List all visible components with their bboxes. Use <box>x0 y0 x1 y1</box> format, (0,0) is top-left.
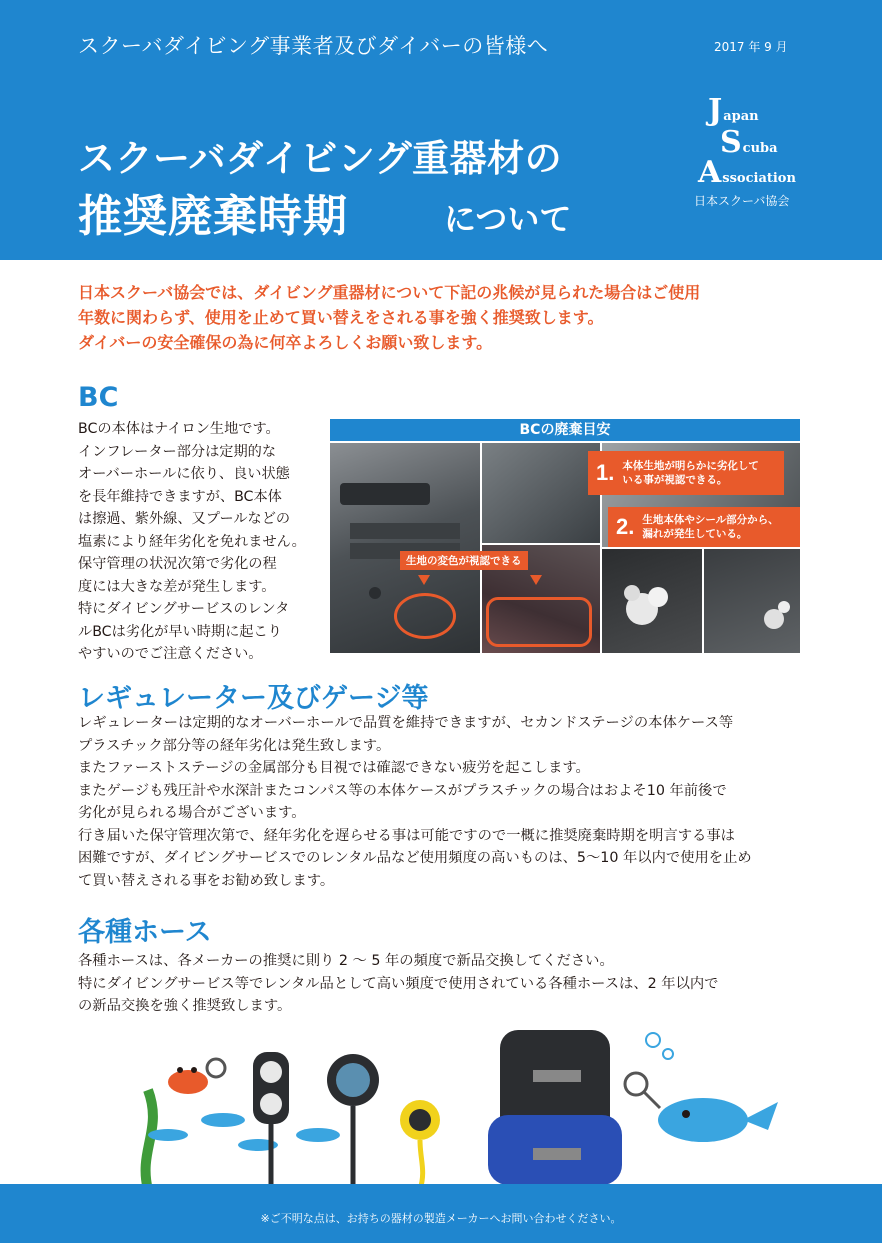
bc-photo-leak-bubbles <box>602 549 702 653</box>
regulator-heading: レギュレーター及びゲージ等 <box>78 683 429 714</box>
hose-line: 特にダイビングサービス等でレンタル品として高い頻度で使用されている各種ホースは、2 年以内で <box>78 975 719 992</box>
logo-caption: 日本スクーバ協会 <box>694 194 790 208</box>
regulator-line: またファーストステージの金属部分も目視では確認できない疲労を起こします。 <box>78 760 590 776</box>
callout-1 <box>588 451 784 495</box>
bc-line: 特にダイビングサービスのレンタ <box>78 601 290 617</box>
logo-word-japan: apan <box>723 109 759 124</box>
regulator-body <box>78 712 818 892</box>
hose-line: の新品交換を強く推奨致します。 <box>78 998 292 1014</box>
regulator-line: レギュレーターは定期的なオーバーホールで品質を維持できますが、セカンドステージの本体ケース等 <box>78 715 734 731</box>
compass-icon <box>327 1054 379 1190</box>
callout-text-line: いる事が視認できる。 <box>622 474 728 486</box>
logo-word-scuba: cuba <box>742 141 778 156</box>
figure-title: BCの廃棄目安 <box>330 419 800 441</box>
bubbles-graphic <box>704 549 800 653</box>
bc-photo-fabric <box>482 443 600 543</box>
intro-line: 日本スクーバ協会では、ダイビング重器材について下記の兆候が見られた場合はご使用 <box>78 283 701 302</box>
hose-line: 各種ホースは、各メーカーの推奨に則り 2 ～ 5 年の頻度で新品交換してください。 <box>78 953 614 969</box>
gauge-console-icon <box>253 1052 289 1190</box>
issue-date: 2017 年 9 月 <box>714 40 788 54</box>
title-line-2: 推奨廃棄時期 <box>78 191 348 242</box>
callout-number: 2. <box>616 514 635 539</box>
crab-icon <box>168 1059 225 1094</box>
callout-text <box>642 513 778 541</box>
regulator-line: またゲージも残圧計や水深計またコンパス等の本体ケースがプラスチックの場合はおよそ10 年前後で <box>78 782 727 799</box>
footer <box>0 1184 882 1243</box>
discoloration-tag: 生地の変色が視認できる <box>400 551 528 570</box>
regulator-icon <box>400 1100 440 1190</box>
callout-text-line: 生地本体やシール部分から、 <box>642 514 779 526</box>
bc-line: は擦過、紫外線、又プールなどの <box>78 511 291 527</box>
callout-text-line: 漏れが発生している。 <box>642 528 748 540</box>
bc-line: ルBCは劣化が早い時期に起こり <box>78 623 282 640</box>
logo-letter-s: S <box>720 125 742 160</box>
bc-line: オーバーホールに依り、良い状態 <box>78 466 290 482</box>
callout-text-line: 本体生地が明らかに劣化して <box>622 460 759 472</box>
hose-body <box>78 950 818 1018</box>
bc-disposal-figure <box>330 419 800 653</box>
intro-line: ダイバーの安全確保の為に何卒よろしくお願い致します。 <box>78 333 493 352</box>
equipment-illustration <box>108 1020 808 1190</box>
regulator-line: て買い替えされる事をお勧め致します。 <box>78 872 335 889</box>
regulator-line: プラスチック部分等の経年劣化は発生致します。 <box>78 737 391 754</box>
logo-letter-a: A <box>698 155 722 190</box>
callout-2 <box>608 507 800 547</box>
addressee: スクーバダイビング事業者及びダイバーの皆様へ <box>78 34 549 58</box>
seaweed-icon <box>146 1090 153 1190</box>
bc-line: BCの本体はナイロン生地です。 <box>78 421 280 437</box>
fish-icon <box>148 1113 340 1151</box>
regulator-line: 行き届いた保守管理次第で、経年劣化を遅らせる事は可能ですので一概に推奨廃棄時期を明言する事は <box>78 827 735 844</box>
bubble-icon <box>646 1033 673 1059</box>
bc-line: 度には大きな差が発生します。 <box>78 578 276 595</box>
logo-letter-j: J <box>708 93 723 128</box>
bc-line: を長年維持できますが、BC本体 <box>78 488 282 505</box>
arrow-down-icon <box>530 575 542 585</box>
logo-word-association: ssociation <box>722 171 796 186</box>
callout-number: 1. <box>596 460 615 485</box>
regulator-line: 劣化が見られる場合がございます。 <box>78 805 306 821</box>
regulator-line: 困難ですが、ダイビングサービスでのレンタル品など使用頻度の高いものは、5～10 年以内で使用を止め <box>78 850 752 866</box>
bc-line: インフレーター部分は定期的な <box>78 443 277 460</box>
callout-text <box>622 459 759 487</box>
bc-body <box>78 418 328 666</box>
intro-line: 年数に関わらず、使用を止めて買い替えをされる事を強く推奨致します。 <box>78 308 604 327</box>
arrow-down-icon <box>418 575 430 585</box>
header-banner <box>0 0 882 260</box>
bubbles-graphic <box>602 549 702 653</box>
bc-line: やすいのでご注意ください。 <box>78 646 263 662</box>
jsa-logo <box>698 93 818 196</box>
title-line-2-suffix: について <box>444 200 572 238</box>
bc-photo-leak-seal <box>704 549 800 653</box>
bc-line: 保守管理の状況次第で劣化の程 <box>78 556 277 572</box>
footer-note: ※ご不明な点は、お持ちの器材の製造メーカーへお問い合わせください。 <box>260 1212 622 1225</box>
bc-heading: BC <box>78 382 119 413</box>
highlight-circle <box>394 593 456 639</box>
title-line-1: スクーバダイビング重器材の <box>78 137 563 180</box>
fish-with-magnifier-icon <box>625 1073 778 1142</box>
bc-line: 塩素により経年劣化を免れません。 <box>78 533 306 550</box>
bc-jacket-icon <box>488 1030 622 1185</box>
hose-heading: 各種ホース <box>78 917 212 948</box>
intro-notice <box>78 280 818 355</box>
highlight-circle <box>486 597 592 647</box>
